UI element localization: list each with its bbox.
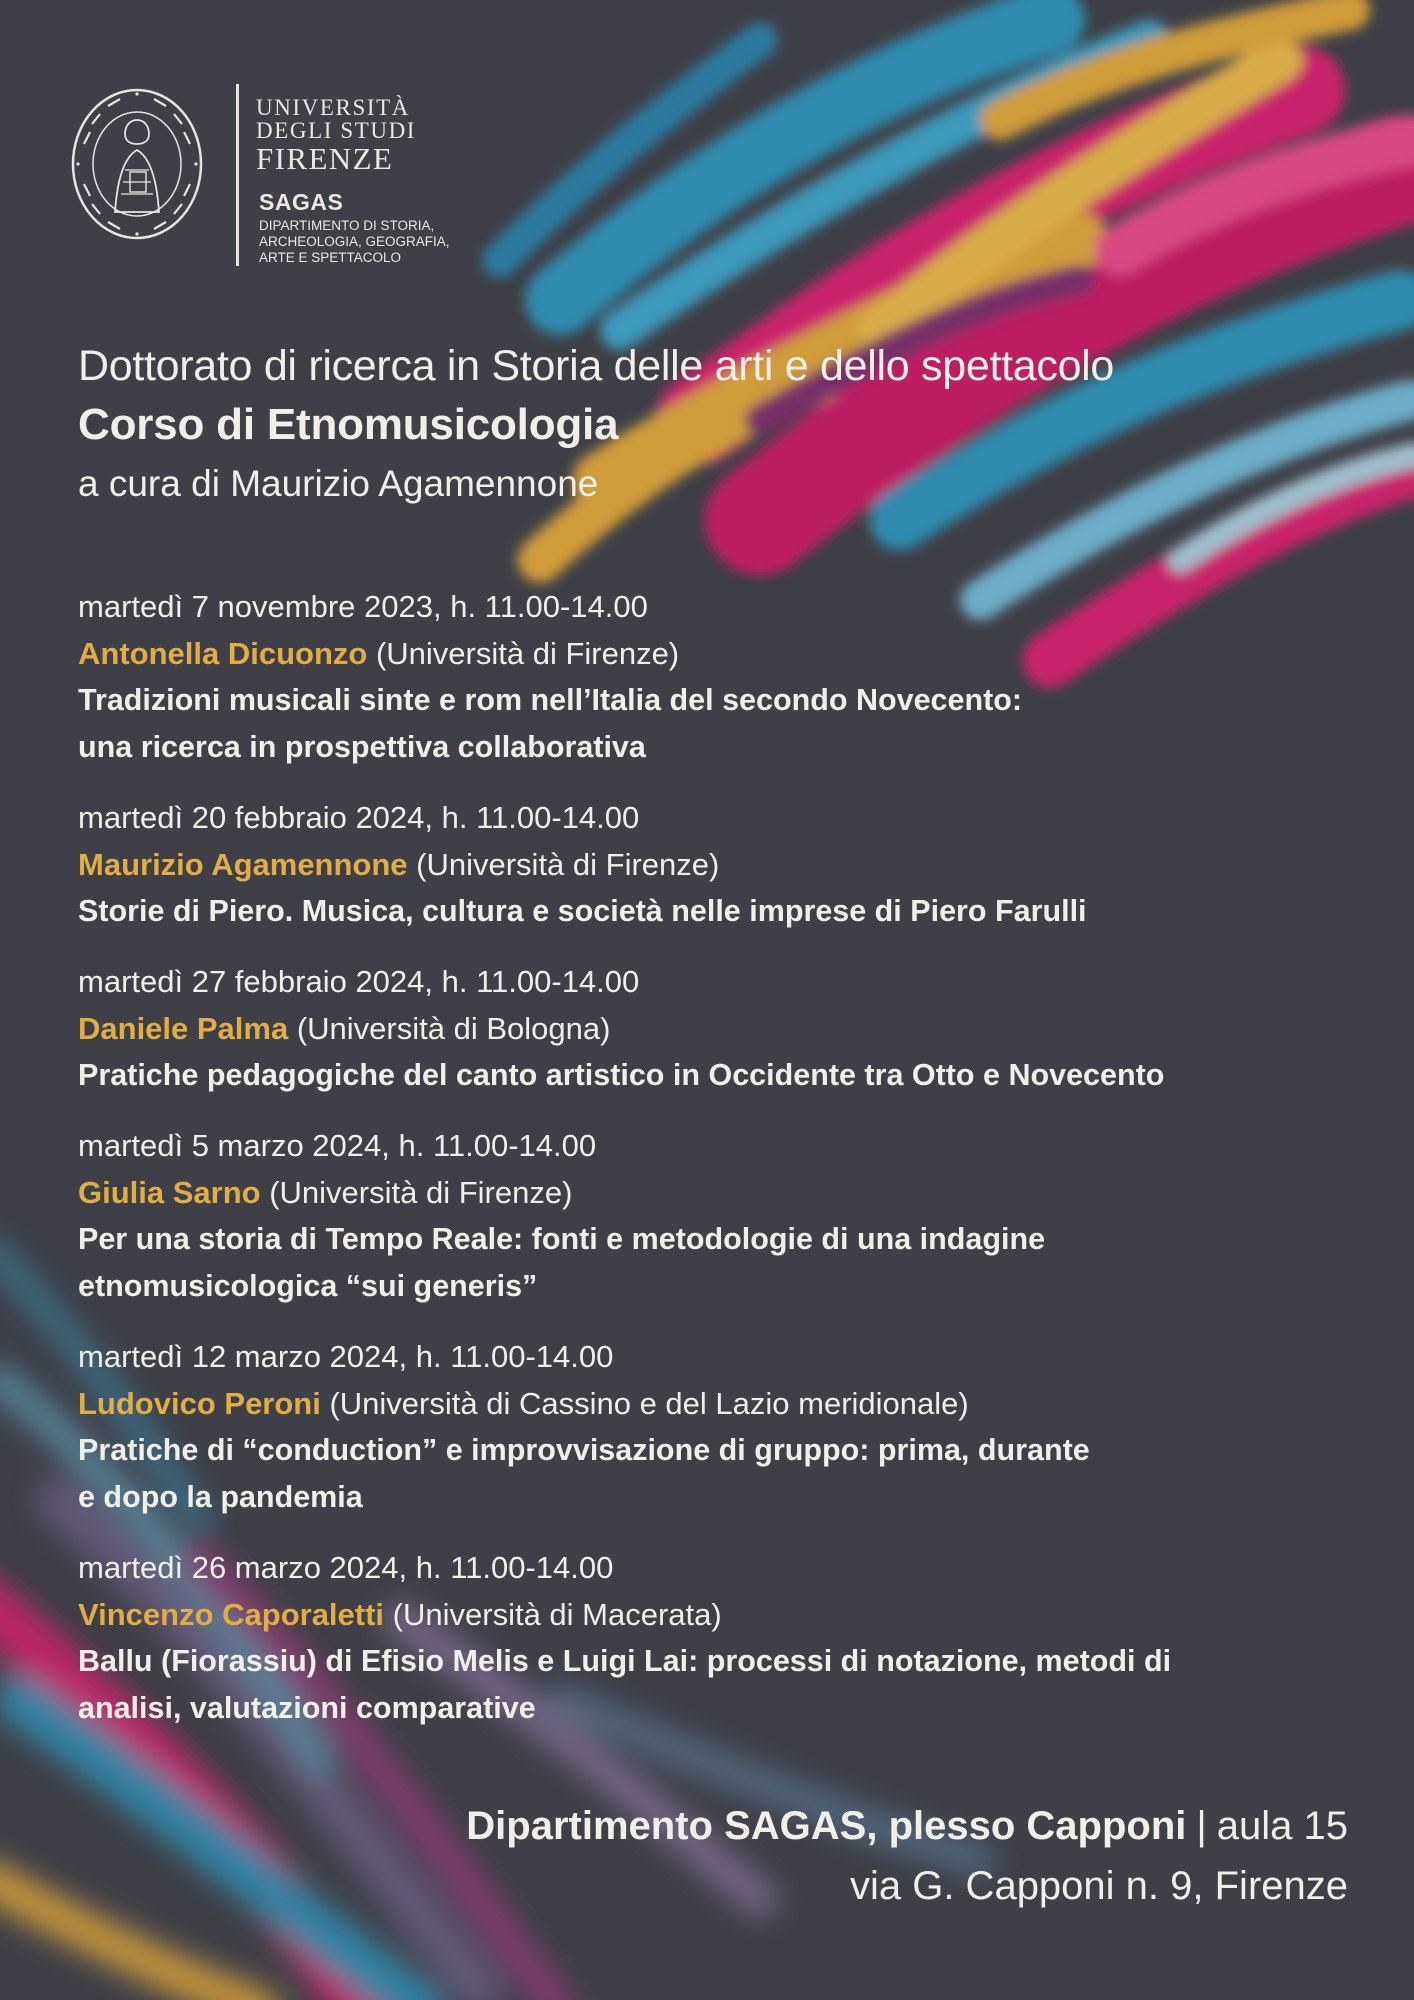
event-item	[78, 1545, 1368, 1732]
logo-divider	[236, 84, 239, 266]
university-name-line-3: FIRENZE	[256, 140, 394, 176]
event-title: Per una storia di Tempo Reale: fonti e metodologie di una indagine	[78, 1222, 1046, 1256]
event-affiliation: (Università di Firenze)	[367, 636, 680, 671]
event-item	[78, 959, 1368, 1099]
event-affiliation: (Università di Macerata)	[384, 1597, 722, 1632]
university-logo	[68, 84, 468, 274]
event-speaker: Maurizio Agamennone	[78, 847, 408, 882]
university-name	[256, 96, 416, 175]
course-header	[78, 338, 1378, 512]
event-speaker-line	[78, 630, 1368, 677]
event-title: e dopo la pandemia	[78, 1480, 363, 1514]
university-seal-icon	[68, 84, 206, 244]
event-speaker: Ludovico Peroni	[78, 1386, 321, 1421]
event-item	[78, 584, 1368, 771]
event-affiliation: (Università di Firenze)	[260, 1175, 573, 1210]
course-curator: a cura di Maurizio Agamennone	[78, 463, 599, 504]
event-title: analisi, valutazioni comparative	[78, 1691, 536, 1725]
course-title: Corso di Etnomusicologia	[78, 400, 619, 449]
department-full-name: DIPARTIMENTO DI STORIA, ARCHEOLOGIA, GEOGRAFIA, ARTE E SPETTACOLO	[259, 218, 450, 265]
university-name-line-1: UNIVERSITÀ	[256, 95, 410, 120]
department-acronym: SAGAS	[259, 189, 344, 215]
event-affiliation: (Università di Firenze)	[407, 847, 720, 882]
event-title: Ballu (Fiorassiu) di Efisio Melis e Luigi Lai: processi di notazione, metodi di	[78, 1644, 1172, 1678]
event-date: martedì 26 marzo 2024, h. 11.00-14.00	[78, 1550, 614, 1585]
event-speaker: Giulia Sarno	[78, 1175, 261, 1210]
venue-address: via G. Capponi n. 9, Firenze	[849, 1864, 1348, 1908]
event-date: martedì 27 febbraio 2024, h. 11.00-14.00	[78, 964, 640, 999]
event-speaker-line	[78, 1005, 1368, 1052]
event-affiliation: (Università di Bologna)	[288, 1011, 611, 1046]
venue-line	[466, 1796, 1348, 1856]
event-speaker-line	[78, 841, 1368, 888]
event-list	[78, 584, 1368, 1756]
venue-separator: |	[1196, 1804, 1207, 1848]
event-title: Storie di Piero. Musica, cultura e società nelle imprese di Piero Farulli	[78, 894, 1087, 928]
event-item	[78, 1334, 1368, 1521]
event-item	[78, 1123, 1368, 1310]
event-title: etnomusicologica “sui generis”	[78, 1269, 538, 1303]
venue-name: Dipartimento SAGAS, plesso Capponi	[466, 1804, 1187, 1848]
university-name-line-2: DEGLI STUDI	[256, 118, 417, 144]
event-title: Pratiche di “conduction” e improvvisazione di gruppo: prima, durante	[78, 1433, 1090, 1467]
event-speaker: Vincenzo Caporaletti	[78, 1597, 385, 1632]
event-date: martedì 5 marzo 2024, h. 11.00-14.00	[78, 1128, 597, 1163]
event-item	[78, 795, 1368, 935]
event-title: Tradizioni musicali sinte e rom nell’Italia del secondo Novecento:	[78, 683, 1023, 717]
venue-info	[466, 1796, 1348, 1916]
event-speaker-line	[78, 1169, 1368, 1216]
event-title: una ricerca in prospettiva collaborativa	[78, 730, 646, 764]
venue-room: aula 15	[1216, 1804, 1348, 1848]
event-speaker: Daniele Palma	[78, 1011, 289, 1046]
event-affiliation: (Università di Cassino e del Lazio meridionale)	[320, 1386, 969, 1421]
doctorate-title: Dottorato di ricerca in Storia delle arti e dello spettacolo	[78, 342, 1115, 390]
department-label	[259, 189, 469, 266]
event-speaker: Antonella Dicuonzo	[78, 636, 368, 671]
event-speaker-line	[78, 1591, 1368, 1638]
event-date: martedì 12 marzo 2024, h. 11.00-14.00	[78, 1339, 614, 1374]
event-title: Pratiche pedagogiche del canto artistico in Occidente tra Otto e Novecento	[78, 1058, 1165, 1092]
event-speaker-line	[78, 1380, 1368, 1427]
event-date: martedì 7 novembre 2023, h. 11.00-14.00	[78, 589, 648, 624]
event-date: martedì 20 febbraio 2024, h. 11.00-14.00	[78, 800, 640, 835]
